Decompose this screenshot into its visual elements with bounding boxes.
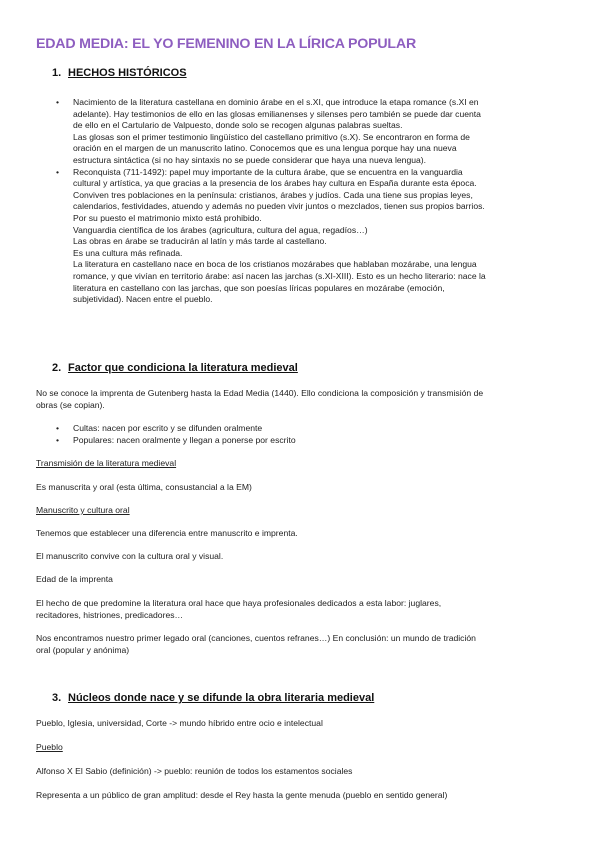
- text-line: romance, y que vivían en territorio árabe: así nacen las jarchas (s.XI-XIII). Esto es un hecho literario: nace la: [73, 270, 486, 281]
- text-line: Conviven tres poblaciones en la península: cristianos, árabes y judíos. Cada una tiene sus propias leyes,: [73, 189, 473, 200]
- text-line: Nos encontramos nuestro primer legado oral (canciones, cuentos refranes…) En conclusión: un mundo de tradición: [36, 633, 476, 643]
- text-line: La literatura en castellano nace en boca de los cristianos mozárabes que hablaban mozárabe, una lengua: [73, 259, 477, 270]
- list-item: [52, 167, 564, 306]
- text-line: adelante). Hay testimonios de ello en las glosas emilianenses y silenses pero también se puede dar cuenta: [73, 108, 481, 119]
- paragraph: Tenemos que establecer una diferencia entre manuscrito e imprenta.: [36, 528, 298, 538]
- text-line: Nacimiento de la literatura castellana en dominio árabe en el s.XI, que introduce la etapa romance (s.XI en: [73, 97, 479, 107]
- section-heading-3: [52, 692, 374, 704]
- section-heading-2: [52, 362, 298, 374]
- bullet-icon: •: [56, 166, 60, 177]
- bullet-icon: •: [56, 423, 60, 433]
- section-title: Factor que condiciona la literatura medieval: [68, 362, 298, 374]
- text-line: cultural y artística, ya que gracias a la presencia de los árabes hay cultura en España durante esta época.: [73, 178, 477, 189]
- text-line: oral (popular y anónima): [36, 644, 130, 655]
- text-line: Por su puesto el matrimonio mixto está prohibido.: [73, 212, 262, 223]
- paragraph: Alfonso X El Sabio (definición) -> pueblo: reunión de todos los estamentos sociales: [36, 766, 353, 776]
- text-line: calendarios, festividades, atuendo y además no pueden vivir juntos o mezclados, tienen sus propios barrios.: [73, 201, 485, 212]
- section-number: 3.: [52, 692, 62, 704]
- text-line: Las glosas son el primer testimonio lingüístico del castellano primitivo (s.X). Se encontraron en forma de: [73, 131, 470, 142]
- paragraph: Edad de la imprenta: [36, 574, 113, 584]
- list-item: [52, 97, 564, 167]
- list-item: [52, 435, 564, 447]
- text-line: obras (se copian).: [36, 399, 105, 410]
- paragraph: [36, 598, 564, 621]
- section-heading-1: [52, 67, 187, 79]
- text-line: subjetividad). Nacen entre el pueblo.: [73, 294, 213, 305]
- section-title: HECHOS HISTÓRICOS: [68, 67, 187, 79]
- subheading: Transmisión de la literatura medieval: [36, 458, 177, 468]
- document-title: EDAD MEDIA: EL YO FEMENINO EN LA LÍRICA POPULAR: [36, 36, 416, 52]
- text-line: El hecho de que predomine la literatura oral hace que haya profesionales dedicados a esta labor: juglares,: [36, 598, 442, 608]
- text-line: Reconquista (711-1492): papel muy importante de la cultura árabe, que se encuentra en la vanguardia: [73, 166, 463, 177]
- paragraph: Representa a un público de gran amplitud: desde el Rey hasta la gente menuda (pueblo en sentido general): [36, 790, 448, 800]
- section-title: Núcleos donde nace y se difunde la obra literaria medieval: [68, 692, 375, 704]
- text-line: Cultas: nacen por escrito y se difunden oralmente: [73, 423, 263, 433]
- text-line: recitadores, histriones, predicadores…: [36, 609, 184, 620]
- subheading: Manuscrito y cultura oral: [36, 505, 130, 515]
- text-line: No se conoce la imprenta de Gutenberg hasta la Edad Media (1440). Ello condiciona la composición y transmisión de: [36, 388, 484, 398]
- paragraph: Es manuscrita y oral (esta última, consustancial a la EM): [36, 482, 252, 492]
- paragraph: El manuscrito convive con la cultura oral y visual.: [36, 551, 224, 561]
- list-item: [52, 423, 564, 435]
- paragraph: [36, 388, 564, 411]
- section-number: 2.: [52, 362, 62, 374]
- paragraph: [36, 633, 564, 656]
- text-line: estructura sintáctica (si no hay sintaxis no se puede considerar que haya una nueva lengua).: [73, 154, 427, 165]
- subheading: Pueblo: [36, 742, 63, 752]
- bullet-icon: •: [56, 434, 60, 445]
- bullet-icon: •: [56, 97, 60, 107]
- paragraph: Pueblo, Iglesia, universidad, Corte -> mundo híbrido entre ocio e intelectual: [36, 718, 323, 728]
- text-line: Las obras en árabe se traducirán al latín y más tarde al castellano.: [73, 236, 327, 247]
- text-line: oración en el margen de un manuscrito latino. Conocemos que es una lengua porque hay una nueva: [73, 143, 457, 154]
- section-number: 1.: [52, 67, 62, 79]
- literature-types-list: [52, 423, 564, 446]
- text-line: de ello en el Cartulario de Valpuesto, donde solo se recogen algunas palabras sueltas.: [73, 120, 403, 131]
- text-line: literatura en castellano con las jarchas, que son poesías líricas populares en mozárabe (emoción,: [73, 282, 445, 293]
- text-line: Populares: nacen oralmente y llegan a ponerse por escrito: [73, 434, 296, 445]
- historical-facts-list: [52, 97, 564, 306]
- text-line: Es una cultura más refinada.: [73, 247, 183, 258]
- text-line: Vanguardia científica de los árabes (agricultura, cultura del agua, regadíos…): [73, 224, 368, 235]
